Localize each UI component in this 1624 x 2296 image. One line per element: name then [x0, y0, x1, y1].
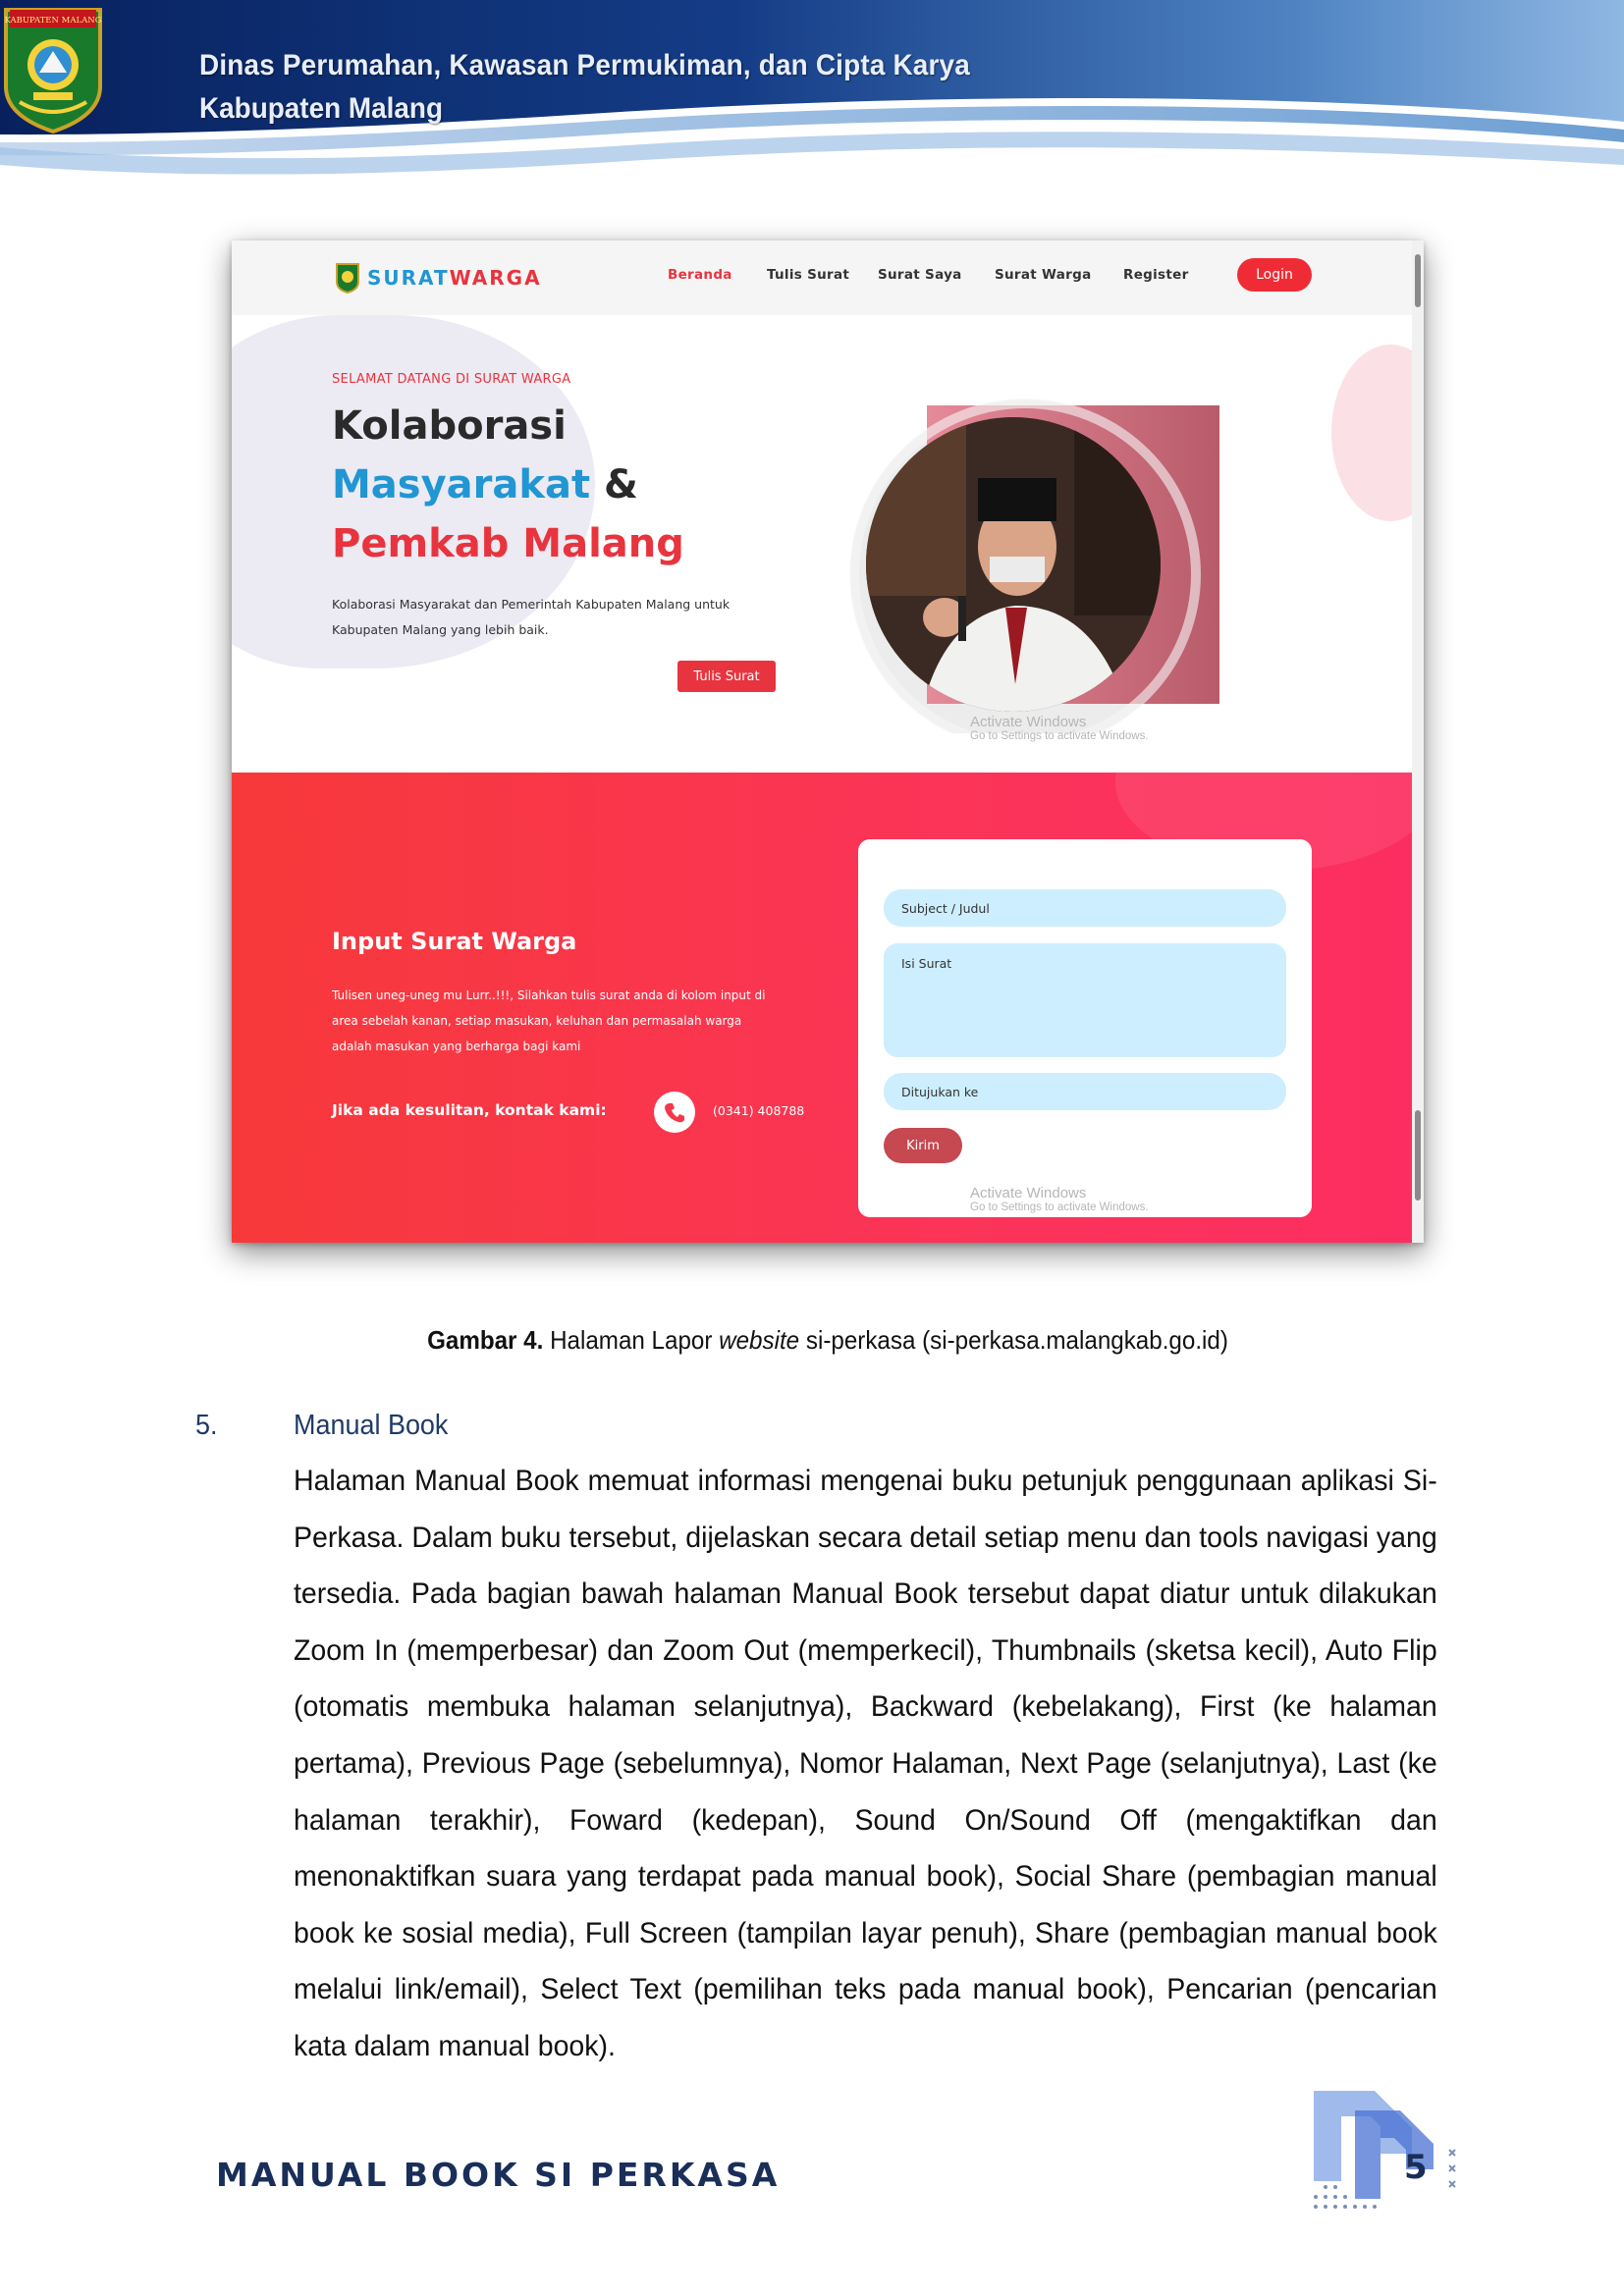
scrollbar-thumb-bottom[interactable] — [1415, 1110, 1421, 1201]
caption-text-after: si-perkasa (si-perkasa.malangkab.go.id) — [805, 1325, 1228, 1355]
form-desc-line1: Tulisen uneg-uneg mu Lurr..!!!, Silahkan tulis surat anda di kolom input di — [332, 988, 766, 1002]
contact-label: Jika ada kesulitan, kontak kami: — [332, 1101, 607, 1119]
isi-surat-textarea[interactable]: Isi Surat — [884, 943, 1286, 1057]
hero-title-line2 — [332, 462, 638, 507]
nav-register[interactable]: Register — [1123, 267, 1189, 283]
section-paragraph: Halaman Manual Book memuat informasi mengenai buku petunjuk penggunaan aplikasi Si-Perkasa. Dalam buku tersebut, dijelaskan secara detail setiap menu dan tools navigasi yang tersedia. Pada bagian bawah halaman Manual Book tersebut dapat diatur untuk dilakukan Zoom In (memperbesar) dan Zoom Out (memperkecil), Thumbnails (sketsa kecil), Auto Flip (otomatis membuka halaman selanjutnya), Backward (kebelakang), First (ke halaman pertama), Previous Page (sebelumnya), Nomor Halaman, Next Page (selanjutnya), Last (ke halaman terakhir), Foward (kedepan), Sound On/Sound Off (mengaktifkan dan menonaktifkan suara yang terdapat pada manual book), Social Share (pembagian manual book ke sosial media), Full Screen (tampilan layar penuh), Share (pembagian manual book melalui link/email), Select Text (pemilihan teks pada manual book), Pencarian (pencarian kata dalam manual book). — [294, 1465, 1437, 2062]
figure-caption — [273, 1325, 1381, 1356]
footer-page-ornament — [1306, 2071, 1463, 2218]
site-logo-icon — [335, 262, 360, 294]
hero-photo — [848, 360, 1221, 733]
hero-decorative-blob-right — [1331, 345, 1412, 521]
brand-part-surat: SURAT — [367, 266, 450, 290]
surat-form-card — [858, 839, 1312, 1217]
ditujukan-input[interactable]: Ditujukan ke — [884, 1073, 1286, 1110]
activate-windows-watermark — [970, 714, 1149, 742]
section-title: Manual Book — [294, 1410, 449, 1441]
website-screenshot-figure — [232, 240, 1424, 1243]
emblem-ribbon-text: KABUPATEN MALANG — [4, 16, 102, 26]
activate-windows-watermark-2 — [970, 1185, 1149, 1213]
nav-tulis-surat[interactable]: Tulis Surat — [767, 267, 850, 283]
caption-text-italic: website — [719, 1325, 800, 1355]
hero-description-line2: Kabupaten Malang yang lebih baik. — [332, 622, 549, 637]
form-section-description — [332, 983, 842, 1059]
kirim-button[interactable]: Kirim — [884, 1128, 962, 1163]
watermark-subtitle-2: Go to Settings to activate Windows. — [970, 1201, 1149, 1213]
hero-title-ampersand: & — [604, 462, 638, 507]
input-surat-section — [232, 773, 1412, 1243]
hero-description-line1: Kolaborasi Masyarakat dan Pemerintah Kabupaten Malang untuk — [332, 597, 731, 612]
scrollbar-thumb-top[interactable] — [1415, 254, 1421, 307]
kabupaten-malang-emblem — [0, 0, 106, 133]
watermark-title: Activate Windows — [970, 714, 1087, 730]
hero-title-line1: Kolaborasi — [332, 403, 567, 449]
form-desc-line3: adalah masukan yang berharga bagi kami — [332, 1040, 581, 1053]
hero-title-line3: Pemkab Malang — [332, 521, 684, 566]
hero-description — [332, 592, 793, 643]
subject-input[interactable]: Subject / Judul — [884, 889, 1286, 927]
page-number: 5 — [1404, 2148, 1428, 2187]
footer-title: MANUAL BOOK SI PERKASA — [216, 2156, 781, 2194]
hero-tulis-surat-button[interactable]: Tulis Surat — [677, 661, 776, 692]
brand-part-warga: WARGA — [449, 266, 542, 290]
site-navbar — [232, 240, 1412, 315]
form-section-title: Input Surat Warga — [332, 928, 577, 955]
nav-surat-saya[interactable]: Surat Saya — [878, 267, 962, 283]
contact-phone-number[interactable]: (0341) 408788 — [713, 1103, 805, 1118]
nav-surat-warga[interactable]: Surat Warga — [995, 267, 1092, 283]
form-desc-line2: area sebelah kanan, setiap masukan, keluhan dan permasalah warga — [332, 1014, 742, 1028]
hero-section — [232, 315, 1412, 773]
login-button[interactable]: Login — [1237, 258, 1312, 292]
browser-scrollbar[interactable] — [1412, 240, 1424, 1243]
site-brand[interactable] — [367, 266, 542, 290]
caption-label: Gambar 4. — [427, 1325, 544, 1355]
nav-beranda[interactable]: Beranda — [668, 267, 732, 283]
organization-name: Dinas Perumahan, Kawasan Permukiman, dan Cipta Karya — [199, 49, 970, 81]
hero-title-masyarakat: Masyarakat — [332, 462, 591, 507]
organization-region: Kabupaten Malang — [199, 92, 444, 125]
hero-kicker: SELAMAT DATANG DI SURAT WARGA — [332, 372, 571, 387]
caption-text-before: Halaman Lapor — [550, 1325, 713, 1355]
page-header-banner — [0, 0, 1624, 196]
section-number: 5. — [195, 1410, 218, 1441]
watermark-subtitle: Go to Settings to activate Windows. — [970, 730, 1149, 742]
phone-icon[interactable] — [654, 1092, 695, 1133]
watermark-title-2: Activate Windows — [970, 1185, 1087, 1201]
